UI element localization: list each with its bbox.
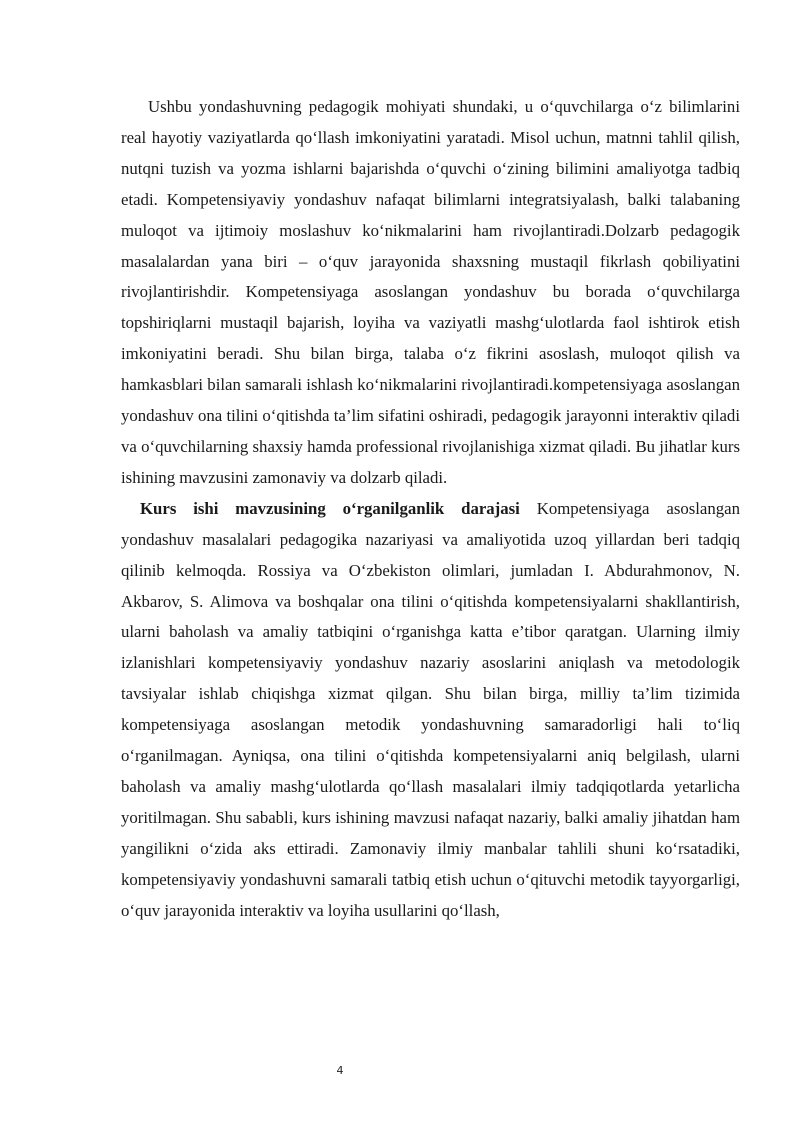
paragraph-study-degree-body: Kompetensiyaga asoslangan yondashuv masalalari pedagogika nazariyasi va amaliyotida uzoq yillardan beri tadqiq qilinib kelmoqda. Rossiya va O‘zbekiston olimlari, jumladan I. Abdurahmonov, N. Akbarov, S. Alimova va boshqalar ona tilini o‘qitishda kompetensiyalarni shakllantirish, ularni baholash va amaliy tatbiqini o‘rganishga katta e’tibor qaratgan. Ularning ilmiy izlanishlari kompetensiyaviy yondashuv nazariy asoslarini aniqlash va metodologik tavsiyalar ishlab chiqishga xizmat qilgan. Shu bilan birga, milliy ta’lim tizimida kompetensiyaga asoslangan metodik yondashuvning samaradorligi hali to‘liq o‘rganilmagan. Ayniqsa, ona tilini o‘qitishda kompetensiyalarni aniq belgilash, ularni baholash va amaliy mashg‘ulotlarda qo‘llash masalalari ilmiy tadqiqotlarda yetarlicha yoritilmagan. Shu sababli, kurs ishining mavzusi nafaqat nazariy, balki amaliy jihatdan ham yangilikni o‘zida aks ettiradi. Zamonaviy ilmiy manbalar tahlili shuni ko‘rsatadiki, kompetensiyaviy yondashuvni samarali tatbiq etish uchun o‘qituvchi metodik tayyorgarligi, o‘quv jarayonida interaktiv va loyiha usullarini qo‘llash, [121, 498, 740, 920]
body-text [121, 92, 740, 926]
paragraph-study-degree [121, 494, 740, 927]
paragraph-approach-essence: Ushbu yondashuvning pedagogik mohiyati shundaki, u o‘quvchilarga o‘z bilimlarini real hayotiy vaziyatlarda qo‘llash imkoniyatini yaratadi. Misol uchun, matnni tahlil qilish, nutqni tuzish va yozma ishlarni bajarishda o‘quvchi o‘zining bilimini amaliyotga tadbiq etadi. Kompetensiyaviy yondashuv nafaqat bilimlarni integratsiyalash, balki talabaning muloqot va ijtimoiy moslashuv ko‘nikmalarini ham rivojlantiradi.Dolzarb pedagogik masalalardan yana biri – o‘quv jarayonida shaxsning mustaqil fikrlash qobiliyatini rivojlantirishdir. Kompetensiyaga asoslangan yondashuv bu borada o‘quvchilarga topshiriqlarni mustaqil bajarish, loyiha va vaziyatli mashg‘ulotlarda faol ishtirok etish imkoniyatini beradi. Shu bilan birga, talaba o‘z fikrini asoslash, muloqot qilish va hamkasblari bilan samarali ishlash ko‘nikmalarini rivojlantiradi.kompetensiyaga asoslangan yondashuv ona tilini o‘qitishda ta’lim sifatini oshiradi, pedagogik jarayonni interaktiv qiladi va o‘quvchilarning shaxsiy hamda professional rivojlanishiga xizmat qiladi. Bu jihatlar kurs ishining mavzusini zamonaviy va dolzarb qiladi. [121, 97, 740, 487]
page-number: 4 [336, 1064, 344, 1077]
section-lead-heading: Kurs ishi mavzusining o‘rganilganlik darajasi [140, 498, 520, 518]
